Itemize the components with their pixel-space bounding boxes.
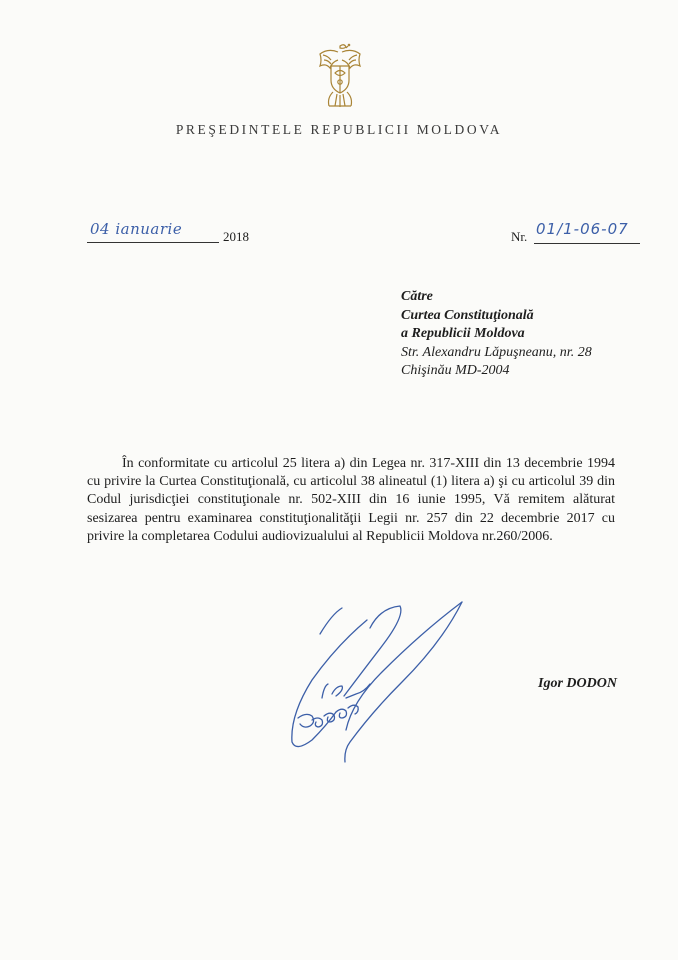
addressee-line-to: Către	[401, 289, 433, 304]
issuer-heading: PREŞEDINTELE REPUBLICII MOLDOVA	[175, 122, 503, 137]
coat-of-arms-emblem	[315, 42, 365, 110]
addressee-block	[401, 288, 592, 381]
handwritten-signature	[282, 598, 467, 768]
reference-number-label: Nr.	[511, 229, 528, 244]
date-year: 2018	[223, 229, 249, 244]
handwritten-date: 04 ianuarie	[90, 220, 183, 238]
signatory-name: Igor DODON	[538, 676, 617, 691]
addressee-line-court: Curtea Constituţională	[401, 307, 534, 323]
addressee-line-street: Str. Alexandru Lăpuşneanu, nr. 28	[401, 344, 592, 360]
letter-body	[87, 455, 615, 546]
addressee-line-city: Chişinău MD-2004	[401, 363, 510, 378]
letter-paragraph: În conformitate cu articolul 25 litera a) din Legea nr. 317-XIII din 13 decembrie 1994 cu privire la Curtea Constituţională, cu articolul 38 alineatul (1) litera a) şi cu articolul 39 din Codul jurisdicţiei constituţionale nr. 502-XIII din 16 iunie 1995, Vă remitem alăturat sesizarea pentru examinarea constituţionalităţii Legii nr. 257 din 22 decembrie 2017 cu privire la completarea Codului audiovizualului al Republicii Moldova nr.260/2006.	[87, 456, 615, 544]
addressee-line-country: a Republicii Moldova	[401, 326, 525, 341]
handwritten-reference-number: 01/1-06-07	[536, 220, 629, 238]
